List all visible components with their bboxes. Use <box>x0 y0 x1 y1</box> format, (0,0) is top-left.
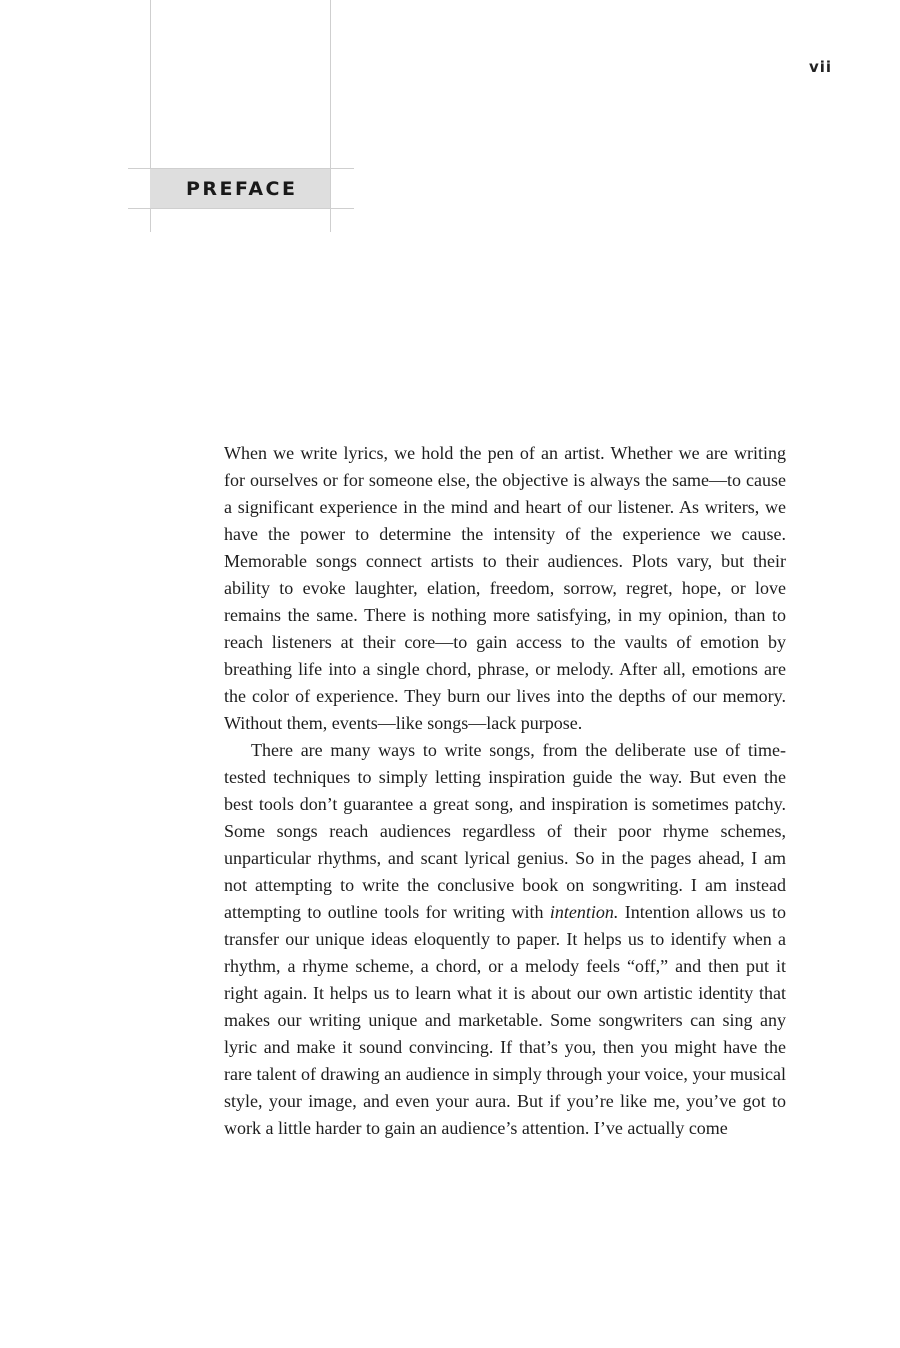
emphasis-intention: intention. <box>549 902 619 922</box>
chapter-heading: PREFACE <box>186 178 298 200</box>
margin-rule-vertical-right <box>330 0 331 232</box>
page-number: vii <box>808 58 832 76</box>
margin-rule-horizontal-bottom <box>128 208 354 209</box>
paragraph-2-part-1: There are many ways to write songs, from the deliberate use of time-tested techniques to simply letting inspiration guide the way. But even the best tools don’t guarantee a great song, and inspiration is sometimes patchy. Some songs reach audiences regardless of their poor rhyme schemes, unparticular rhythms, and scant lyrical genius. So in the pages ahead, I am not attempting to write the conclusive book on songwriting. I am instead attempting to outline tools for writing with <box>224 740 786 922</box>
paragraph-1: When we write lyrics, we hold the pen of an artist. Whether we are writing for ourselves or for someone else, the objective is always the same—to cause a significant experience in the mind and heart of our listener. As writers, we have the power to determine the intensity of the experience we cause. Memorable songs connect artists to their audiences. Plots vary, but their ability to evoke laughter, elation, freedom, sorrow, regret, hope, or love remains the same. There is nothing more satisfying, in my opinion, than to reach listeners at their core—to gain access to the vaults of emotion by breathing life into a single chord, phrase, or melody. After all, emotions are the color of experience. They burn our lives into the depths of our memory. Without them, events—like songs—lack purpose. <box>224 443 786 733</box>
margin-rule-horizontal-top <box>128 168 354 169</box>
body-text <box>224 440 786 1142</box>
paragraph-2 <box>224 737 786 1142</box>
paragraph-2-part-2: Intention allows us to transfer our unique ideas eloquently to paper. It helps us to identify when a rhythm, a rhyme scheme, a chord, or a melody feels “off,” and then put it right again. It helps us to learn what it is about our own artistic identity that makes our writing unique and marketable. Some songwriters can sing any lyric and make it sound convincing. If that’s you, then you might have the rare talent of drawing an audience in simply through your voice, your musical style, your image, and even your aura. But if you’re like me, you’ve got to work a little harder to gain an audience’s attention. I’ve actually come <box>224 902 786 1138</box>
